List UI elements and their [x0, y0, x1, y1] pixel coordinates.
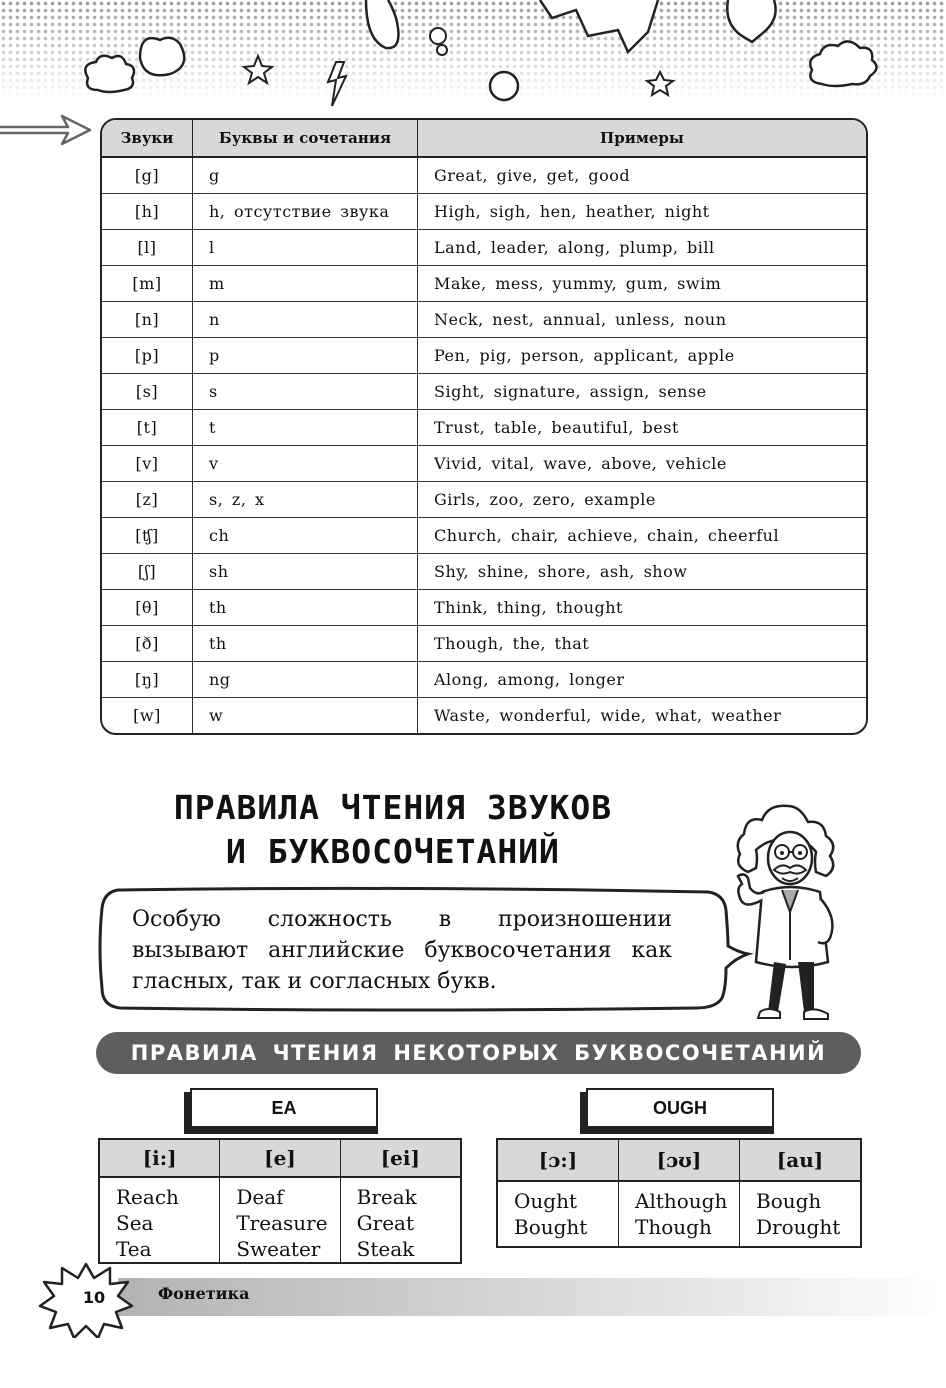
ough-table-header [498, 1140, 860, 1182]
list-item: Reach [116, 1185, 179, 1209]
ea-table [98, 1138, 462, 1264]
heart-icon [727, 0, 775, 42]
letters-cell: h, отсутствие звука [193, 194, 418, 230]
sound-cell: [h] [102, 194, 193, 230]
letters-cell: t [193, 410, 418, 446]
letters-cell: p [193, 338, 418, 374]
sound-cell: [s] [102, 374, 193, 410]
ea-label: EA [190, 1088, 378, 1128]
column-header-sounds: Звуки [102, 120, 193, 157]
table-row [102, 302, 866, 338]
examples-cell: Sight, signature, assign, sense [418, 374, 867, 410]
sounds-table [100, 118, 868, 735]
examples-cell: Make, mess, yummy, gum, swim [418, 266, 867, 302]
sound-cell: [θ] [102, 590, 193, 626]
ough-column-ou [619, 1182, 740, 1246]
sound-cell: [ʃ] [102, 554, 193, 590]
table-row [102, 410, 866, 446]
examples-cell: Trust, table, beautiful, best [418, 410, 867, 446]
sound-cell: [ŋ] [102, 662, 193, 698]
section-title-line1: ПРАВИЛА ЧТЕНИЯ ЗВУКОВ [173, 788, 613, 827]
list-item: Drought [756, 1215, 841, 1239]
list-item: Sweater [236, 1237, 321, 1261]
letters-cell: s, z, x [193, 482, 418, 518]
lightning-icon [328, 62, 346, 106]
examples-cell: Think, thing, thought [418, 590, 867, 626]
sound-cell: [m] [102, 266, 193, 302]
sounds-table-body [102, 157, 866, 733]
examples-cell: Girls, zoo, zero, example [418, 482, 867, 518]
list-item: Treasure [236, 1211, 328, 1235]
sound-cell: [p] [102, 338, 193, 374]
column-header-letters: Буквы и сочетания [193, 120, 418, 157]
table-row [102, 518, 866, 554]
table-row [102, 590, 866, 626]
list-item: Deaf [236, 1185, 284, 1209]
table-row [102, 374, 866, 410]
letters-cell: ch [193, 518, 418, 554]
sound-cell: [v] [102, 446, 193, 482]
examples-cell: Church, chair, achieve, chain, cheerful [418, 518, 867, 554]
ea-table-header [100, 1140, 460, 1178]
sound-cell: [z] [102, 482, 193, 518]
arrow-icon [0, 110, 100, 150]
list-item: Ought [514, 1189, 577, 1213]
sounds-table-grid [102, 120, 866, 733]
footer-section-name: Фонетика [158, 1284, 250, 1303]
table-row [102, 698, 866, 734]
table-row [102, 482, 866, 518]
doodle-decorations [0, 0, 946, 110]
letters-cell: th [193, 590, 418, 626]
examples-cell: Along, among, longer [418, 662, 867, 698]
star-icon [647, 72, 673, 95]
examples-cell: Neck, nest, annual, unless, noun [418, 302, 867, 338]
list-item: Bough [756, 1189, 822, 1213]
table-row [102, 446, 866, 482]
table-row [102, 266, 866, 302]
ough-header-o-long: [ɔ:] [498, 1140, 619, 1180]
sound-cell: [ʧ] [102, 518, 193, 554]
ea-header-e: [e] [220, 1140, 340, 1176]
bubble-text: Особую сложность в произношении вызывают английские буквосочетания как гласных, так и согласных букв. [132, 907, 672, 994]
letters-cell: v [193, 446, 418, 482]
ea-column-ii [100, 1178, 220, 1262]
ea-column-e [220, 1178, 340, 1262]
letters-cell: ng [193, 662, 418, 698]
list-item: Break [356, 1185, 417, 1209]
ough-header-au: [au] [776, 1148, 824, 1172]
table-row [102, 626, 866, 662]
list-item: Tea [116, 1237, 152, 1261]
sound-cell: [t] [102, 410, 193, 446]
ough-label: OUGH [586, 1088, 774, 1128]
letters-cell: w [193, 698, 418, 734]
page-number: 10 [82, 1288, 106, 1307]
sound-cell: [n] [102, 302, 193, 338]
list-item: Bought [514, 1215, 588, 1239]
letters-cell: l [193, 230, 418, 266]
letters-cell: n [193, 302, 418, 338]
sound-cell: [l] [102, 230, 193, 266]
list-item: Steak [356, 1237, 415, 1261]
table-row [102, 230, 866, 266]
list-item: Great [356, 1211, 414, 1235]
ea-column-ei [341, 1178, 460, 1262]
examples-cell: Waste, wonderful, wide, what, weather [434, 706, 782, 725]
sound-cell: [ð] [102, 626, 193, 662]
examples-cell: Vivid, vital, wave, above, vehicle [418, 446, 867, 482]
section-title [0, 786, 786, 874]
table-row [102, 554, 866, 590]
ough-header-ou: [ɔʊ] [619, 1140, 740, 1180]
letters-cell: th [193, 626, 418, 662]
section-title-line2: И БУКВОСОЧЕТАНИЙ [226, 832, 560, 871]
list-item: Though [635, 1215, 712, 1239]
list-item: Sea [116, 1211, 154, 1235]
table-row [102, 338, 866, 374]
examples-cell: Land, leader, along, plump, bill [418, 230, 867, 266]
table-row [102, 662, 866, 698]
examples-cell: High, sigh, hen, heather, night [418, 194, 867, 230]
letters-cell: s [193, 374, 418, 410]
professor-illustration [718, 800, 868, 1025]
ea-table-body [100, 1178, 460, 1262]
star-icon [244, 56, 272, 83]
table-row [102, 157, 866, 194]
sound-cell: [g] [102, 157, 193, 194]
ough-table-body [498, 1182, 860, 1246]
ea-header-ii: [i:] [100, 1140, 220, 1176]
table-header-row [102, 120, 866, 157]
letters-cell: m [193, 266, 418, 302]
examples-cell: Pen, pig, person, applicant, apple [418, 338, 867, 374]
ough-column-o-long [498, 1182, 619, 1246]
column-header-examples: Примеры [418, 120, 867, 157]
table-row [102, 194, 866, 230]
examples-cell: Great, give, get, good [418, 157, 867, 194]
list-item: Although [635, 1189, 728, 1213]
ough-table [496, 1138, 862, 1248]
examples-cell: Though, the, that [418, 626, 867, 662]
ough-column-au [740, 1182, 860, 1246]
examples-cell: Shy, shine, shore, ash, show [418, 554, 867, 590]
ea-header-ei: [ei] [380, 1146, 420, 1170]
letters-cell: g [193, 157, 418, 194]
letters-cell: sh [193, 554, 418, 590]
rules-banner: ПРАВИЛА ЧТЕНИЯ НЕКОТОРЫХ БУКВОСОЧЕТАНИЙ [96, 1032, 861, 1074]
sound-cell: [w] [102, 698, 193, 734]
